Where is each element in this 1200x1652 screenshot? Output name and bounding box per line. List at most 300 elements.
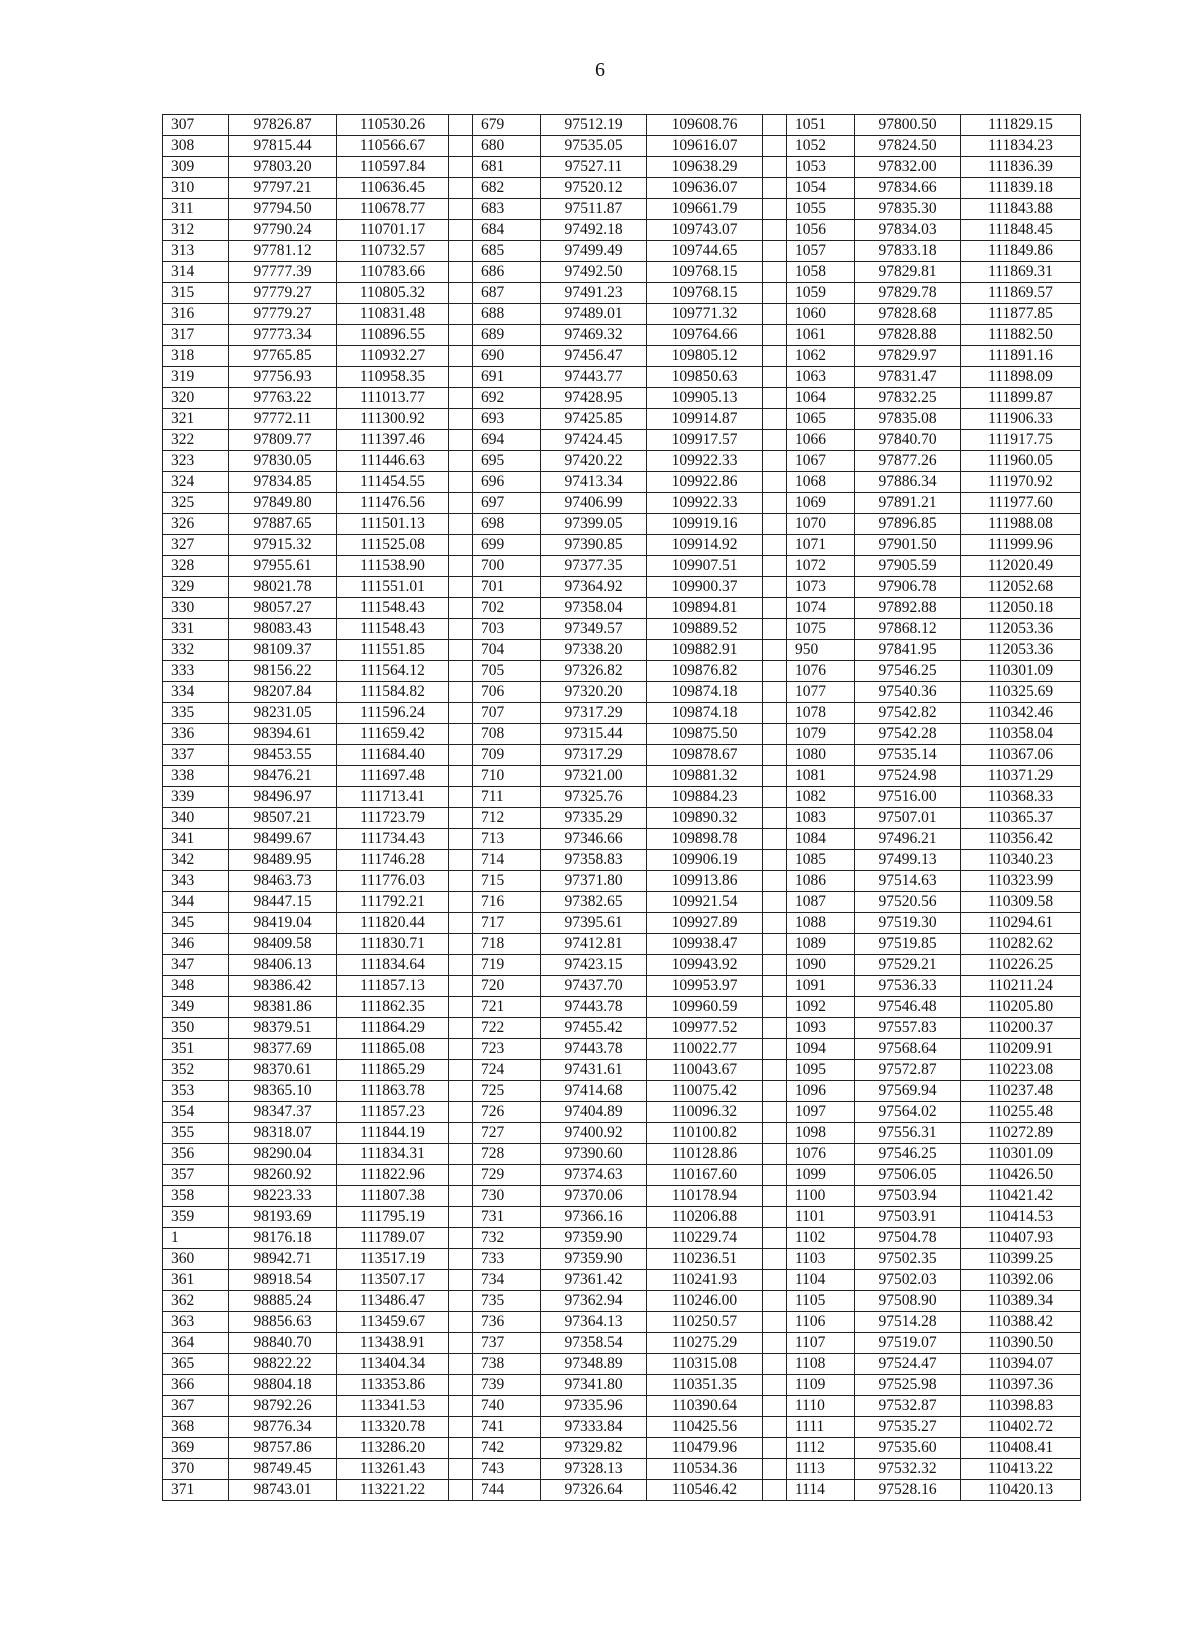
y-coordinate-cell: 110420.13	[961, 1480, 1081, 1501]
y-coordinate-cell: 110414.53	[961, 1207, 1081, 1228]
table-row	[163, 535, 1081, 556]
x-coordinate-cell: 98365.10	[229, 1081, 337, 1102]
point-number-cell: 1082	[787, 787, 855, 808]
column-gap	[763, 409, 787, 430]
y-coordinate-cell: 110365.37	[961, 808, 1081, 829]
y-coordinate-cell: 109608.76	[647, 115, 763, 136]
y-coordinate-cell: 110392.06	[961, 1270, 1081, 1291]
point-number-cell: 356	[163, 1144, 229, 1165]
y-coordinate-cell: 109894.81	[647, 598, 763, 619]
table-row	[163, 1060, 1081, 1081]
point-number-cell: 313	[163, 241, 229, 262]
point-number-cell: 740	[473, 1396, 541, 1417]
column-gap	[763, 1102, 787, 1123]
x-coordinate-cell: 97364.13	[541, 1312, 647, 1333]
y-coordinate-cell: 109919.16	[647, 514, 763, 535]
table-row	[163, 262, 1081, 283]
x-coordinate-cell: 98347.37	[229, 1102, 337, 1123]
y-coordinate-cell: 111820.44	[337, 913, 449, 934]
point-number-cell: 323	[163, 451, 229, 472]
x-coordinate-cell: 98453.55	[229, 745, 337, 766]
point-number-cell: 1091	[787, 976, 855, 997]
x-coordinate-cell: 97815.44	[229, 136, 337, 157]
table-row	[163, 220, 1081, 241]
x-coordinate-cell: 97424.45	[541, 430, 647, 451]
point-number-cell: 1067	[787, 451, 855, 472]
point-number-cell: 733	[473, 1249, 541, 1270]
point-number-cell: 1086	[787, 871, 855, 892]
y-coordinate-cell: 111829.15	[961, 115, 1081, 136]
y-coordinate-cell: 110389.34	[961, 1291, 1081, 1312]
y-coordinate-cell: 111864.29	[337, 1018, 449, 1039]
column-gap	[449, 1165, 473, 1186]
y-coordinate-cell: 110371.29	[961, 766, 1081, 787]
column-gap	[763, 1291, 787, 1312]
y-coordinate-cell: 113404.34	[337, 1354, 449, 1375]
y-coordinate-cell: 111906.33	[961, 409, 1081, 430]
point-number-cell: 347	[163, 955, 229, 976]
point-number-cell: 329	[163, 577, 229, 598]
point-number-cell: 1076	[787, 1144, 855, 1165]
column-gap	[763, 262, 787, 283]
x-coordinate-cell: 97829.97	[855, 346, 961, 367]
column-gap	[449, 1144, 473, 1165]
y-coordinate-cell: 111882.50	[961, 325, 1081, 346]
x-coordinate-cell: 97826.87	[229, 115, 337, 136]
column-gap	[449, 808, 473, 829]
point-number-cell: 371	[163, 1480, 229, 1501]
y-coordinate-cell: 110301.09	[961, 1144, 1081, 1165]
x-coordinate-cell: 97535.05	[541, 136, 647, 157]
y-coordinate-cell: 109875.50	[647, 724, 763, 745]
column-gap	[449, 367, 473, 388]
point-number-cell: 1113	[787, 1459, 855, 1480]
x-coordinate-cell: 98942.71	[229, 1249, 337, 1270]
y-coordinate-cell: 111548.43	[337, 598, 449, 619]
point-number-cell: 689	[473, 325, 541, 346]
point-number-cell: 348	[163, 976, 229, 997]
x-coordinate-cell: 97529.21	[855, 955, 961, 976]
point-number-cell: 1073	[787, 577, 855, 598]
y-coordinate-cell: 111538.90	[337, 556, 449, 577]
table-row	[163, 451, 1081, 472]
point-number-cell: 721	[473, 997, 541, 1018]
y-coordinate-cell: 110546.42	[647, 1480, 763, 1501]
x-coordinate-cell: 97765.85	[229, 346, 337, 367]
column-gap	[449, 787, 473, 808]
y-coordinate-cell: 110309.58	[961, 892, 1081, 913]
point-number-cell: 716	[473, 892, 541, 913]
column-gap	[763, 1354, 787, 1375]
y-coordinate-cell: 112020.49	[961, 556, 1081, 577]
x-coordinate-cell: 97512.19	[541, 115, 647, 136]
x-coordinate-cell: 97361.42	[541, 1270, 647, 1291]
table-row	[163, 745, 1081, 766]
y-coordinate-cell: 111822.96	[337, 1165, 449, 1186]
point-number-cell: 350	[163, 1018, 229, 1039]
y-coordinate-cell: 110096.32	[647, 1102, 763, 1123]
point-number-cell: 316	[163, 304, 229, 325]
y-coordinate-cell: 111857.13	[337, 976, 449, 997]
x-coordinate-cell: 97835.30	[855, 199, 961, 220]
point-number-cell: 726	[473, 1102, 541, 1123]
column-gap	[449, 829, 473, 850]
point-number-cell: 686	[473, 262, 541, 283]
point-number-cell: 345	[163, 913, 229, 934]
y-coordinate-cell: 110022.77	[647, 1039, 763, 1060]
y-coordinate-cell: 110397.36	[961, 1375, 1081, 1396]
point-number-cell: 705	[473, 661, 541, 682]
y-coordinate-cell: 113320.78	[337, 1417, 449, 1438]
x-coordinate-cell: 97511.87	[541, 199, 647, 220]
point-number-cell: 349	[163, 997, 229, 1018]
x-coordinate-cell: 97456.47	[541, 346, 647, 367]
column-gap	[449, 997, 473, 1018]
column-gap	[449, 745, 473, 766]
column-gap	[763, 157, 787, 178]
table-row	[163, 1480, 1081, 1501]
x-coordinate-cell: 98109.37	[229, 640, 337, 661]
column-gap	[763, 997, 787, 1018]
x-coordinate-cell: 97891.21	[855, 493, 961, 514]
table-row	[163, 409, 1081, 430]
column-gap	[449, 262, 473, 283]
point-number-cell: 681	[473, 157, 541, 178]
point-number-cell: 1061	[787, 325, 855, 346]
point-number-cell: 708	[473, 724, 541, 745]
x-coordinate-cell: 97491.23	[541, 283, 647, 304]
column-gap	[763, 1165, 787, 1186]
point-number-cell: 1109	[787, 1375, 855, 1396]
column-gap	[449, 199, 473, 220]
point-number-cell: 312	[163, 220, 229, 241]
y-coordinate-cell: 110356.42	[961, 829, 1081, 850]
x-coordinate-cell: 98370.61	[229, 1060, 337, 1081]
column-gap	[763, 514, 787, 535]
column-gap	[763, 892, 787, 913]
point-number-cell: 1055	[787, 199, 855, 220]
y-coordinate-cell: 111596.24	[337, 703, 449, 724]
point-number-cell: 719	[473, 955, 541, 976]
y-coordinate-cell: 111834.64	[337, 955, 449, 976]
point-number-cell: 687	[473, 283, 541, 304]
table-row	[163, 892, 1081, 913]
y-coordinate-cell: 109661.79	[647, 199, 763, 220]
point-number-cell: 696	[473, 472, 541, 493]
x-coordinate-cell: 97320.20	[541, 682, 647, 703]
point-number-cell: 1099	[787, 1165, 855, 1186]
column-gap	[449, 661, 473, 682]
y-coordinate-cell: 110167.60	[647, 1165, 763, 1186]
column-gap	[449, 535, 473, 556]
y-coordinate-cell: 110530.26	[337, 115, 449, 136]
column-gap	[763, 955, 787, 976]
column-gap	[763, 619, 787, 640]
x-coordinate-cell: 97546.25	[855, 1144, 961, 1165]
table-row	[163, 1102, 1081, 1123]
y-coordinate-cell: 109960.59	[647, 997, 763, 1018]
y-coordinate-cell: 111584.82	[337, 682, 449, 703]
x-coordinate-cell: 97370.06	[541, 1186, 647, 1207]
y-coordinate-cell: 111899.87	[961, 388, 1081, 409]
x-coordinate-cell: 97514.28	[855, 1312, 961, 1333]
x-coordinate-cell: 97399.05	[541, 514, 647, 535]
y-coordinate-cell: 110255.48	[961, 1102, 1081, 1123]
y-coordinate-cell: 110636.45	[337, 178, 449, 199]
y-coordinate-cell: 109768.15	[647, 262, 763, 283]
x-coordinate-cell: 98743.01	[229, 1480, 337, 1501]
table-row	[163, 640, 1081, 661]
point-number-cell: 712	[473, 808, 541, 829]
x-coordinate-cell: 97794.50	[229, 199, 337, 220]
point-number-cell: 1085	[787, 850, 855, 871]
point-number-cell: 711	[473, 787, 541, 808]
table-row	[163, 829, 1081, 850]
table-row	[163, 1144, 1081, 1165]
point-number-cell: 361	[163, 1270, 229, 1291]
y-coordinate-cell: 110896.55	[337, 325, 449, 346]
x-coordinate-cell: 97504.78	[855, 1228, 961, 1249]
point-number-cell: 1074	[787, 598, 855, 619]
column-gap	[763, 493, 787, 514]
column-gap	[449, 1207, 473, 1228]
y-coordinate-cell: 110402.72	[961, 1417, 1081, 1438]
y-coordinate-cell: 109882.91	[647, 640, 763, 661]
point-number-cell: 684	[473, 220, 541, 241]
y-coordinate-cell: 110325.69	[961, 682, 1081, 703]
x-coordinate-cell: 97503.91	[855, 1207, 961, 1228]
column-gap	[449, 766, 473, 787]
x-coordinate-cell: 97536.33	[855, 976, 961, 997]
column-gap	[763, 304, 787, 325]
column-gap	[763, 829, 787, 850]
column-gap	[763, 388, 787, 409]
y-coordinate-cell: 109743.07	[647, 220, 763, 241]
x-coordinate-cell: 97535.27	[855, 1417, 961, 1438]
table-row	[163, 724, 1081, 745]
y-coordinate-cell: 110398.83	[961, 1396, 1081, 1417]
x-coordinate-cell: 97877.26	[855, 451, 961, 472]
x-coordinate-cell: 97377.35	[541, 556, 647, 577]
x-coordinate-cell: 98822.22	[229, 1354, 337, 1375]
x-coordinate-cell: 97525.98	[855, 1375, 961, 1396]
y-coordinate-cell: 111999.96	[961, 535, 1081, 556]
point-number-cell: 694	[473, 430, 541, 451]
x-coordinate-cell: 97382.65	[541, 892, 647, 913]
column-gap	[449, 1459, 473, 1480]
y-coordinate-cell: 110294.61	[961, 913, 1081, 934]
y-coordinate-cell: 111836.39	[961, 157, 1081, 178]
y-coordinate-cell: 110408.41	[961, 1438, 1081, 1459]
column-gap	[763, 871, 787, 892]
column-gap	[763, 934, 787, 955]
column-gap	[763, 199, 787, 220]
x-coordinate-cell: 97535.60	[855, 1438, 961, 1459]
point-number-cell: 1083	[787, 808, 855, 829]
column-gap	[763, 1039, 787, 1060]
y-coordinate-cell: 111863.78	[337, 1081, 449, 1102]
y-coordinate-cell: 109953.97	[647, 976, 763, 997]
point-number-cell: 706	[473, 682, 541, 703]
y-coordinate-cell: 113353.86	[337, 1375, 449, 1396]
column-gap	[449, 1081, 473, 1102]
point-number-cell: 714	[473, 850, 541, 871]
column-gap	[449, 472, 473, 493]
x-coordinate-cell: 97569.94	[855, 1081, 961, 1102]
point-number-cell: 317	[163, 325, 229, 346]
table-row	[163, 913, 1081, 934]
point-number-cell: 1070	[787, 514, 855, 535]
column-gap	[763, 451, 787, 472]
point-number-cell: 728	[473, 1144, 541, 1165]
column-gap	[763, 346, 787, 367]
point-number-cell: 363	[163, 1312, 229, 1333]
y-coordinate-cell: 113459.67	[337, 1312, 449, 1333]
y-coordinate-cell: 109905.13	[647, 388, 763, 409]
column-gap	[449, 598, 473, 619]
y-coordinate-cell: 110805.32	[337, 283, 449, 304]
table-row	[163, 1375, 1081, 1396]
point-number-cell: 319	[163, 367, 229, 388]
y-coordinate-cell: 110426.50	[961, 1165, 1081, 1186]
x-coordinate-cell: 97835.08	[855, 409, 961, 430]
y-coordinate-cell: 111862.35	[337, 997, 449, 1018]
table-row	[163, 430, 1081, 451]
point-number-cell: 346	[163, 934, 229, 955]
point-number-cell: 359	[163, 1207, 229, 1228]
point-number-cell: 360	[163, 1249, 229, 1270]
column-gap	[763, 1144, 787, 1165]
x-coordinate-cell: 98792.26	[229, 1396, 337, 1417]
y-coordinate-cell: 109884.23	[647, 787, 763, 808]
x-coordinate-cell: 97828.68	[855, 304, 961, 325]
point-number-cell: 367	[163, 1396, 229, 1417]
point-number-cell: 1	[163, 1228, 229, 1249]
y-coordinate-cell: 111869.31	[961, 262, 1081, 283]
x-coordinate-cell: 97455.42	[541, 1018, 647, 1039]
table-row	[163, 514, 1081, 535]
y-coordinate-cell: 110236.51	[647, 1249, 763, 1270]
y-coordinate-cell: 109616.07	[647, 136, 763, 157]
x-coordinate-cell: 97868.12	[855, 619, 961, 640]
x-coordinate-cell: 98021.78	[229, 577, 337, 598]
x-coordinate-cell: 97834.03	[855, 220, 961, 241]
column-gap	[449, 976, 473, 997]
point-number-cell: 724	[473, 1060, 541, 1081]
point-number-cell: 701	[473, 577, 541, 598]
point-number-cell: 1106	[787, 1312, 855, 1333]
x-coordinate-cell: 97772.11	[229, 409, 337, 430]
column-gap	[763, 661, 787, 682]
point-number-cell: 340	[163, 808, 229, 829]
table-row	[163, 178, 1081, 199]
y-coordinate-cell: 109898.78	[647, 829, 763, 850]
table-row	[163, 1312, 1081, 1333]
x-coordinate-cell: 97906.78	[855, 577, 961, 598]
y-coordinate-cell: 110100.82	[647, 1123, 763, 1144]
point-number-cell: 369	[163, 1438, 229, 1459]
point-number-cell: 1094	[787, 1039, 855, 1060]
x-coordinate-cell: 98499.67	[229, 829, 337, 850]
y-coordinate-cell: 111977.60	[961, 493, 1081, 514]
x-coordinate-cell: 98856.63	[229, 1312, 337, 1333]
point-number-cell: 1059	[787, 283, 855, 304]
y-coordinate-cell: 110783.66	[337, 262, 449, 283]
y-coordinate-cell: 109906.19	[647, 850, 763, 871]
point-number-cell: 1064	[787, 388, 855, 409]
y-coordinate-cell: 111734.43	[337, 829, 449, 850]
point-number-cell: 697	[473, 493, 541, 514]
x-coordinate-cell: 97520.56	[855, 892, 961, 913]
y-coordinate-cell: 109914.92	[647, 535, 763, 556]
column-gap	[449, 136, 473, 157]
point-number-cell: 330	[163, 598, 229, 619]
point-number-cell: 1093	[787, 1018, 855, 1039]
column-gap	[449, 304, 473, 325]
column-gap	[449, 955, 473, 976]
column-gap	[449, 409, 473, 430]
x-coordinate-cell: 97412.81	[541, 934, 647, 955]
point-number-cell: 688	[473, 304, 541, 325]
point-number-cell: 690	[473, 346, 541, 367]
y-coordinate-cell: 111849.86	[961, 241, 1081, 262]
column-gap	[449, 1417, 473, 1438]
x-coordinate-cell: 97503.94	[855, 1186, 961, 1207]
point-number-cell: 368	[163, 1417, 229, 1438]
column-gap	[763, 535, 787, 556]
x-coordinate-cell: 97492.50	[541, 262, 647, 283]
column-gap	[449, 1060, 473, 1081]
point-number-cell: 1065	[787, 409, 855, 430]
x-coordinate-cell: 98057.27	[229, 598, 337, 619]
x-coordinate-cell: 98207.84	[229, 682, 337, 703]
point-number-cell: 1110	[787, 1396, 855, 1417]
column-gap	[763, 787, 787, 808]
x-coordinate-cell: 97326.64	[541, 1480, 647, 1501]
point-number-cell: 334	[163, 682, 229, 703]
point-number-cell: 735	[473, 1291, 541, 1312]
column-gap	[449, 1480, 473, 1501]
table-row	[163, 157, 1081, 178]
point-number-cell: 353	[163, 1081, 229, 1102]
column-gap	[449, 1333, 473, 1354]
x-coordinate-cell: 97420.22	[541, 451, 647, 472]
point-number-cell: 327	[163, 535, 229, 556]
point-number-cell: 320	[163, 388, 229, 409]
x-coordinate-cell: 97443.77	[541, 367, 647, 388]
x-coordinate-cell: 97797.21	[229, 178, 337, 199]
table-row	[163, 304, 1081, 325]
point-number-cell: 1114	[787, 1480, 855, 1501]
x-coordinate-cell: 97779.27	[229, 304, 337, 325]
x-coordinate-cell: 97886.34	[855, 472, 961, 493]
x-coordinate-cell: 98083.43	[229, 619, 337, 640]
x-coordinate-cell: 97338.20	[541, 640, 647, 661]
x-coordinate-cell: 97359.90	[541, 1249, 647, 1270]
y-coordinate-cell: 110178.94	[647, 1186, 763, 1207]
table-row	[163, 871, 1081, 892]
y-coordinate-cell: 110421.42	[961, 1186, 1081, 1207]
y-coordinate-cell: 109764.66	[647, 325, 763, 346]
y-coordinate-cell: 111891.16	[961, 346, 1081, 367]
point-number-cell: 731	[473, 1207, 541, 1228]
y-coordinate-cell: 110413.22	[961, 1459, 1081, 1480]
x-coordinate-cell: 97516.00	[855, 787, 961, 808]
point-number-cell: 362	[163, 1291, 229, 1312]
column-gap	[763, 766, 787, 787]
x-coordinate-cell: 97362.94	[541, 1291, 647, 1312]
point-number-cell: 335	[163, 703, 229, 724]
